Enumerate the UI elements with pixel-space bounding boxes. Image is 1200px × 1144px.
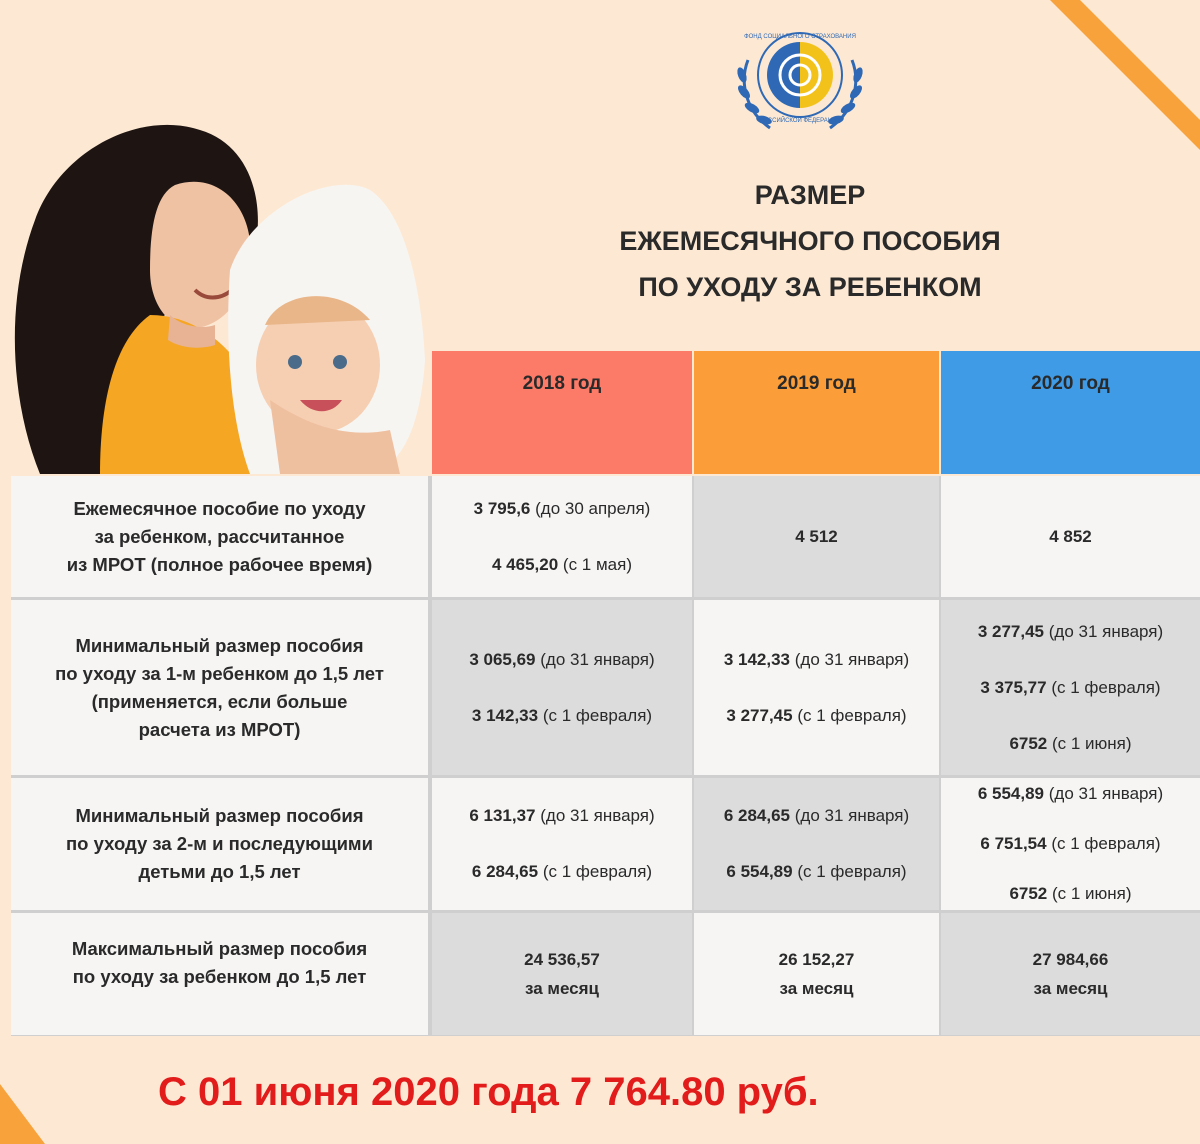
row4-2020: [941, 913, 1200, 1035]
value-number: 4 465,20: [492, 554, 559, 574]
max-amount: 27 984,66: [1032, 950, 1109, 969]
value-note: (с 1 февраля): [792, 862, 907, 881]
value-note: (до 30 апреля): [530, 498, 651, 518]
row2-2018: [432, 600, 692, 775]
value-number: 6 131,37: [469, 806, 536, 825]
benefits-table: [11, 476, 1200, 1036]
row1-label: [11, 476, 428, 597]
row3-label-line: детьми до 1,5 лет: [138, 861, 301, 882]
row3-2018: [432, 778, 692, 910]
row2-label-line: расчета из МРОТ): [138, 718, 301, 740]
value-number: 6 554,89: [726, 862, 793, 881]
row1-2018: [432, 476, 692, 597]
max-amount: 24 536,57: [524, 950, 600, 969]
row2-2020: [941, 600, 1200, 775]
value-number: 4 852: [1049, 526, 1092, 546]
value-number: 6 554,89: [977, 784, 1045, 803]
value-note: (до 31 января): [1044, 621, 1164, 641]
header-2020: 2020 год: [941, 351, 1200, 474]
value-number: 6 284,65: [723, 806, 791, 825]
row1-label-line: Ежемесячное пособие по уходу: [73, 497, 366, 519]
row4-label-line: Максимальный размер пособия: [71, 938, 368, 959]
value-note: (до 31 января): [790, 806, 910, 825]
value-number: 3 795,6: [473, 498, 531, 518]
value-number: 3 277,45: [977, 621, 1045, 641]
row2-2019: [694, 600, 939, 775]
row3-label-line: по уходу за 2-м и последующими: [66, 833, 373, 854]
max-unit: за месяц: [779, 979, 854, 998]
row2-label-line: (применяется, если больше: [91, 690, 348, 712]
row2-label-line: по уходу за 1-м ребенком до 1,5 лет: [55, 662, 384, 684]
value-number: 6 284,65: [471, 862, 539, 881]
value-note: (с 1 февраля): [538, 705, 653, 725]
max-unit: за месяц: [524, 979, 600, 998]
value-note: (с 1 февраля): [792, 705, 907, 725]
value-number: 3 065,69: [469, 649, 536, 669]
header-2019: 2019 год: [694, 351, 939, 474]
row1-label-line: за ребенком, рассчитанное: [94, 525, 345, 547]
value-note: (до 31 января): [535, 806, 655, 825]
max-amount: 26 152,27: [778, 950, 855, 969]
value-note: (с 1 мая): [558, 554, 632, 574]
title-line-3: ПО УХОДУ ЗА РЕБЕНКОМ: [638, 272, 982, 302]
fss-logo: [730, 20, 870, 140]
row4-label: [11, 913, 428, 1035]
page-title: [560, 172, 1060, 310]
value-number: 3 277,45: [726, 705, 793, 725]
value-number: 4 512: [795, 526, 838, 546]
value-note: (с 1 февраля): [538, 862, 653, 881]
logo-ring-text-top: ФОНД СОЦИАЛЬНОГО СТРАХОВАНИЯ: [744, 34, 856, 40]
row1-2020: [941, 476, 1200, 597]
max-unit: за месяц: [1033, 979, 1108, 998]
value-note: (с 1 февраля): [1046, 834, 1161, 853]
value-number: 3 142,33: [723, 649, 791, 669]
row4-label-line: по уходу за ребенком до 1,5 лет: [72, 966, 367, 987]
value-note: (с 1 июня): [1047, 884, 1132, 903]
logo-ring-text-bottom: РОССИЙСКОЙ ФЕДЕРАЦИИ: [759, 118, 841, 124]
title-line-1: РАЗМЕР: [754, 180, 866, 210]
row1-2019: [694, 476, 939, 597]
title-line-2: ЕЖЕМЕСЯЧНОГО ПОСОБИЯ: [619, 226, 1001, 256]
mother-baby-photo: [0, 100, 432, 474]
header-2018: 2018 год: [432, 351, 692, 474]
row4-2018: [432, 913, 692, 1035]
corner-decoration-inner: [1080, 0, 1200, 120]
footer-note: С 01 июня 2020 года 7 764.80 руб.: [158, 1070, 819, 1114]
value-note: (с 1 июня): [1047, 733, 1132, 753]
value-number: 6 751,54: [980, 834, 1047, 853]
row3-label-line: Минимальный размер пособия: [75, 805, 364, 826]
row3-2019: [694, 778, 939, 910]
value-note: (до 31 января): [535, 649, 655, 669]
value-number: 6752: [1009, 884, 1048, 903]
value-number: 3 142,33: [471, 705, 539, 725]
row3-label: [11, 778, 428, 910]
row2-label: [11, 600, 428, 775]
row4-2019: [694, 913, 939, 1035]
value-note: (до 31 января): [1044, 784, 1164, 803]
row2-label-line: Минимальный размер пособия: [75, 634, 364, 656]
value-note: (с 1 февраля): [1046, 677, 1161, 697]
value-number: 3 375,77: [980, 677, 1047, 697]
row1-label-line: из МРОТ (полное рабочее время): [66, 553, 373, 575]
corner-decoration-bottom-left: [0, 1084, 45, 1144]
value-number: 6752: [1009, 733, 1048, 753]
value-note: (до 31 января): [790, 649, 910, 669]
row3-2020: [941, 778, 1200, 910]
